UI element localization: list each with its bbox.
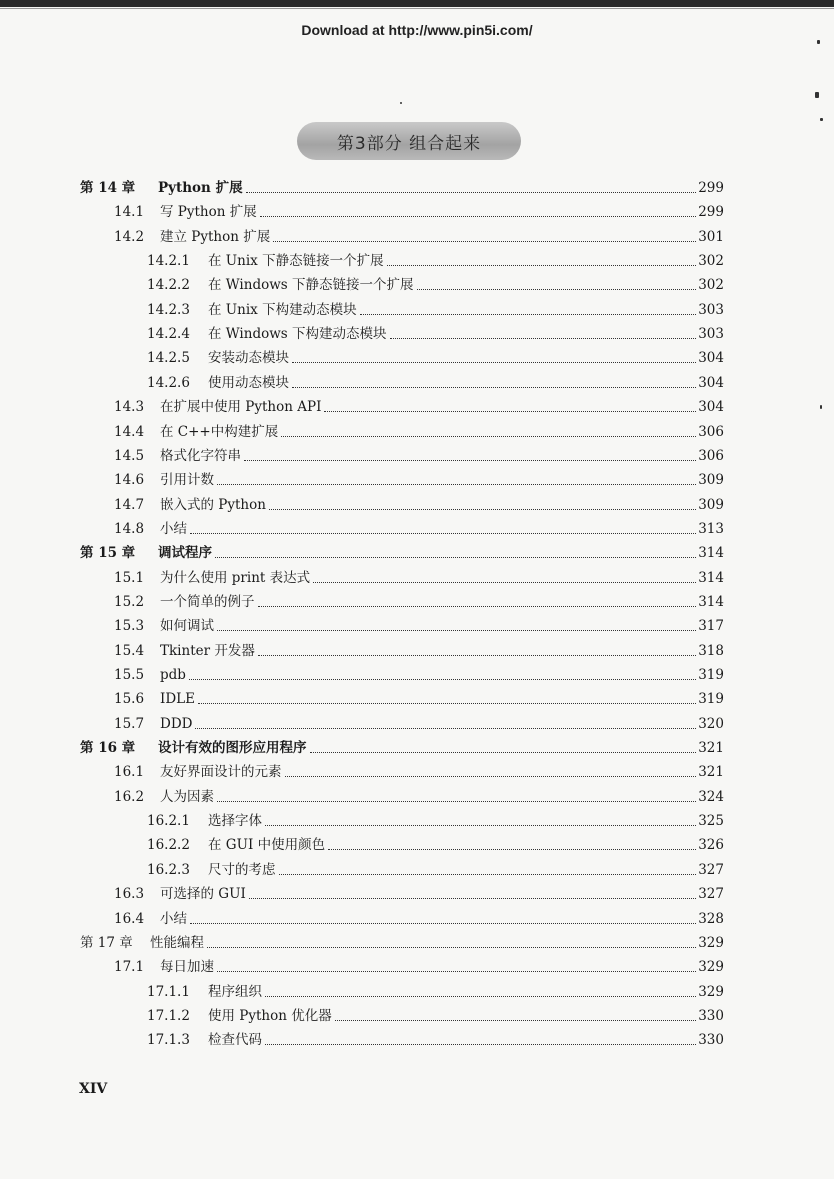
- toc-entry-number: 14.8: [114, 520, 145, 537]
- dot-leader: [390, 338, 696, 339]
- toc-entry-title: 可选择的 GUI: [160, 886, 246, 903]
- toc-entry: [0, 683, 724, 707]
- toc-entry-number: 16.2: [114, 788, 145, 805]
- toc-entry-title: Python 扩展: [158, 180, 243, 196]
- dot-leader: [417, 289, 696, 290]
- toc-entry: [0, 269, 724, 293]
- toc-entry: [0, 221, 724, 245]
- toc-entry-page: 327: [698, 861, 724, 878]
- toc-entry-title: 写 Python 扩展: [160, 204, 257, 221]
- dot-leader: [335, 1020, 696, 1021]
- toc-entry-number: 15.1: [114, 569, 145, 586]
- top-rule-thin: [0, 8, 834, 9]
- toc-entry: [0, 562, 724, 586]
- toc-entry-number: 15.3: [114, 618, 145, 635]
- part-title: 第3部分 组合起来: [336, 133, 482, 154]
- dot-leader: [265, 1044, 696, 1045]
- toc-entry: [0, 708, 724, 732]
- dot-leader: [189, 679, 696, 680]
- toc-entry: [0, 781, 724, 805]
- toc-entry-number: 第 17 章: [80, 934, 133, 951]
- dot-leader: [360, 314, 696, 315]
- toc-entry: [0, 1000, 724, 1024]
- toc-entry-number: 16.2.2: [147, 837, 190, 854]
- toc-entry-page: 320: [698, 715, 724, 732]
- toc-entry-number: 14.2.5: [147, 350, 190, 367]
- toc-entry-title: 如何调试: [160, 618, 214, 635]
- dot-leader: [313, 582, 696, 583]
- toc-entry-number: 14.2.6: [147, 374, 190, 391]
- scan-speck: [820, 118, 823, 121]
- toc-entry: [0, 489, 724, 513]
- toc-entry-number: 17.1.1: [147, 983, 190, 1000]
- toc-entry-number: 14.2.3: [147, 301, 190, 318]
- toc-entry-title: 尺寸的考虑: [208, 861, 276, 878]
- toc-entry: [0, 245, 724, 269]
- toc-entry-number: 第 16 章: [80, 740, 136, 757]
- dot-leader: [292, 387, 696, 388]
- toc-entry-page: 327: [698, 886, 724, 903]
- toc-entry-page: 303: [698, 301, 724, 318]
- toc-entry-page: 304: [698, 350, 724, 367]
- dot-leader: [190, 923, 696, 924]
- scan-speck: [815, 92, 819, 98]
- dot-leader: [279, 874, 696, 875]
- toc-entry-title: 设计有效的图形应用程序: [158, 740, 307, 757]
- toc-entry-title: 性能编程: [150, 934, 204, 951]
- dot-leader: [292, 362, 696, 363]
- dot-leader: [249, 898, 696, 899]
- toc-entry-page: 328: [698, 910, 724, 927]
- toc-entry-number: 16.3: [114, 886, 145, 903]
- toc-entry-number: 14.1: [114, 204, 145, 221]
- toc-entry: [0, 1024, 724, 1048]
- dot-leader: [198, 703, 696, 704]
- toc-entry-number: 14.6: [114, 472, 145, 489]
- toc-entry-number: 17.1: [114, 959, 145, 976]
- dot-leader: [281, 436, 696, 437]
- toc-entry: [0, 903, 724, 927]
- toc-entry-number: 17.1.3: [147, 1032, 190, 1049]
- toc-entry-page: 324: [698, 788, 724, 805]
- toc-entry-number: 第 14 章: [80, 180, 136, 196]
- toc-entry-title: 在 Windows 下静态链接一个扩展: [208, 277, 414, 294]
- toc-entry-title: 在 C++中构建扩展: [160, 423, 279, 440]
- toc-entry-title: 使用动态模块: [208, 374, 289, 391]
- dot-leader: [217, 801, 696, 802]
- toc-entry-title: 调试程序: [158, 545, 212, 562]
- toc-entry-title: 每日加速: [160, 959, 214, 976]
- toc-entry-title: 使用 Python 优化器: [208, 1007, 332, 1024]
- toc-entry-title: 人为因素: [160, 788, 214, 805]
- dot-leader: [207, 947, 696, 948]
- dot-leader: [246, 192, 696, 193]
- toc-entry-title: Tkinter 开发器: [160, 642, 255, 659]
- toc-entry-number: 14.5: [114, 447, 145, 464]
- toc-entry: [0, 854, 724, 878]
- toc-entry: [0, 440, 724, 464]
- toc-entry-page: 309: [698, 496, 724, 513]
- toc-entry: [0, 951, 724, 975]
- dot-leader: [217, 630, 696, 631]
- toc-entry-title: 为什么使用 print 表达式: [160, 569, 311, 586]
- dot-leader: [273, 241, 696, 242]
- toc-entry-number: 15.7: [114, 715, 145, 732]
- toc-entry-number: 16.1: [114, 764, 145, 781]
- dot-leader: [217, 971, 696, 972]
- page-number-footer: XIV: [79, 1081, 108, 1097]
- toc-entry: [0, 342, 724, 366]
- toc-entry-page: 325: [698, 813, 724, 830]
- toc-entry-title: 在 GUI 中使用颜色: [208, 837, 326, 854]
- dot-leader: [258, 655, 696, 656]
- dot-leader: [328, 849, 696, 850]
- toc-entry-page: 302: [698, 277, 724, 294]
- toc-entry: [0, 294, 724, 318]
- toc-entry: [0, 635, 724, 659]
- toc-entry-number: 14.4: [114, 423, 145, 440]
- toc-entry-page: 319: [698, 691, 724, 708]
- toc-entry: [0, 367, 724, 391]
- toc-entry-page: 304: [698, 374, 724, 391]
- toc-entry-number: 16.2.3: [147, 861, 190, 878]
- toc-entry-title: 友好界面设计的元素: [160, 764, 282, 781]
- dot-leader: [258, 606, 696, 607]
- part-title-banner: [297, 122, 521, 160]
- toc-entry-title: 在 Windows 下构建动态模块: [208, 326, 387, 343]
- dot-leader: [310, 752, 696, 753]
- toc-entry: [0, 610, 724, 634]
- toc-entry-number: 15.4: [114, 642, 145, 659]
- toc-entry-page: 326: [698, 837, 724, 854]
- toc-entry-page: 319: [698, 667, 724, 683]
- toc-entry-page: 314: [698, 545, 724, 562]
- toc-entry-page: 329: [698, 983, 724, 1000]
- toc-entry-page: 321: [698, 764, 724, 781]
- dot-leader: [265, 825, 696, 826]
- toc-entry-title: 在扩展中使用 Python API: [160, 399, 322, 416]
- toc-entry-number: 16.4: [114, 910, 145, 927]
- toc-entry-title: 小结: [160, 910, 187, 927]
- toc-entry-page: 321: [698, 740, 724, 757]
- toc-entry-title: 格式化字符串: [160, 447, 241, 464]
- dot-leader: [217, 484, 696, 485]
- toc-entry-page: 314: [698, 569, 724, 586]
- toc-entry: [0, 829, 724, 853]
- dot-leader: [215, 557, 696, 558]
- toc-entry-page: 329: [698, 959, 724, 976]
- dot-leader: [244, 460, 696, 461]
- dot-leader: [387, 265, 696, 266]
- toc-entry: [0, 513, 724, 537]
- top-rule: [0, 0, 834, 7]
- toc-entry-number: 16.2.1: [147, 813, 190, 830]
- toc-entry-page: 306: [698, 423, 724, 440]
- toc-entry: [0, 586, 724, 610]
- toc-entry-title: 在 Unix 下构建动态模块: [208, 301, 357, 318]
- toc-entry-title: IDLE: [160, 691, 195, 708]
- toc-entry-page: 301: [698, 228, 724, 245]
- toc-entry-title: 引用计数: [160, 472, 214, 489]
- dot-leader: [190, 533, 696, 534]
- toc-entry-page: 329: [698, 934, 724, 951]
- toc-entry-title: 嵌入式的 Python: [160, 496, 266, 513]
- toc-entry-page: 303: [698, 326, 724, 343]
- toc-entry: [0, 172, 724, 196]
- toc-entry-number: 14.2.2: [147, 277, 190, 294]
- toc-entry: [0, 732, 724, 756]
- toc-entry-number: 14.3: [114, 399, 145, 416]
- toc-entry: [0, 416, 724, 440]
- toc-entry: [0, 756, 724, 780]
- toc-entry-page: 304: [698, 399, 724, 416]
- toc-entry: [0, 927, 724, 951]
- toc-entry-number: 14.2: [114, 228, 145, 245]
- toc-entry-number: 15.2: [114, 593, 145, 610]
- toc-entry-title: 小结: [160, 520, 187, 537]
- scan-speck: [820, 405, 822, 409]
- toc-entry-number: 第 15 章: [80, 545, 136, 562]
- dot-leader: [285, 776, 696, 777]
- toc-entry-title: DDD: [160, 715, 193, 732]
- dot-leader: [265, 996, 696, 997]
- toc-entry-title: 安装动态模块: [208, 350, 289, 367]
- toc-entry-title: 程序组织: [208, 983, 262, 1000]
- toc-entry: [0, 878, 724, 902]
- toc-entry: [0, 318, 724, 342]
- toc-entry: [0, 391, 724, 415]
- download-banner: Download at http://www.pin5i.com/: [301, 22, 533, 38]
- toc-entry-number: 14.2.1: [147, 253, 190, 270]
- dot-leader: [324, 411, 696, 412]
- toc-entry-page: 318: [698, 642, 724, 659]
- toc-entry-title: 在 Unix 下静态链接一个扩展: [208, 253, 384, 270]
- toc-entry-title: 建立 Python 扩展: [160, 228, 271, 245]
- toc-entry-number: 15.6: [114, 691, 145, 708]
- toc-entry-title: pdb: [160, 667, 186, 683]
- toc-entry-number: 14.7: [114, 496, 145, 513]
- toc-entry: [0, 537, 724, 561]
- toc-entry: [0, 805, 724, 829]
- toc-entry-page: 330: [698, 1032, 724, 1049]
- dot-leader: [260, 216, 696, 217]
- toc-entry-page: 313: [698, 520, 724, 537]
- toc-entry: [0, 976, 724, 1000]
- toc-entry-page: 302: [698, 253, 724, 270]
- toc-entry: [0, 464, 724, 488]
- toc-entry-number: 15.5: [114, 667, 145, 683]
- dot-leader: [269, 509, 696, 510]
- toc-entry-title: 选择字体: [208, 813, 262, 830]
- toc-entry-page: 299: [698, 204, 724, 221]
- toc-entry-page: 314: [698, 593, 724, 610]
- dot-leader: [195, 728, 696, 729]
- toc-entry-page: 309: [698, 472, 724, 489]
- scan-speck: [817, 40, 820, 44]
- toc-entry-number: 17.1.2: [147, 1007, 190, 1024]
- toc-entry-title: 检查代码: [208, 1032, 262, 1049]
- toc-entry-number: 14.2.4: [147, 326, 190, 343]
- toc-entry-page: 306: [698, 447, 724, 464]
- toc-entry: [0, 659, 724, 683]
- toc-entry-page: 330: [698, 1007, 724, 1024]
- scan-speck: [400, 102, 402, 104]
- toc-entry-page: 317: [698, 618, 724, 635]
- toc-entry-title: 一个简单的例子: [160, 593, 255, 610]
- toc-entry-page: 299: [698, 180, 724, 196]
- toc-entry: [0, 196, 724, 220]
